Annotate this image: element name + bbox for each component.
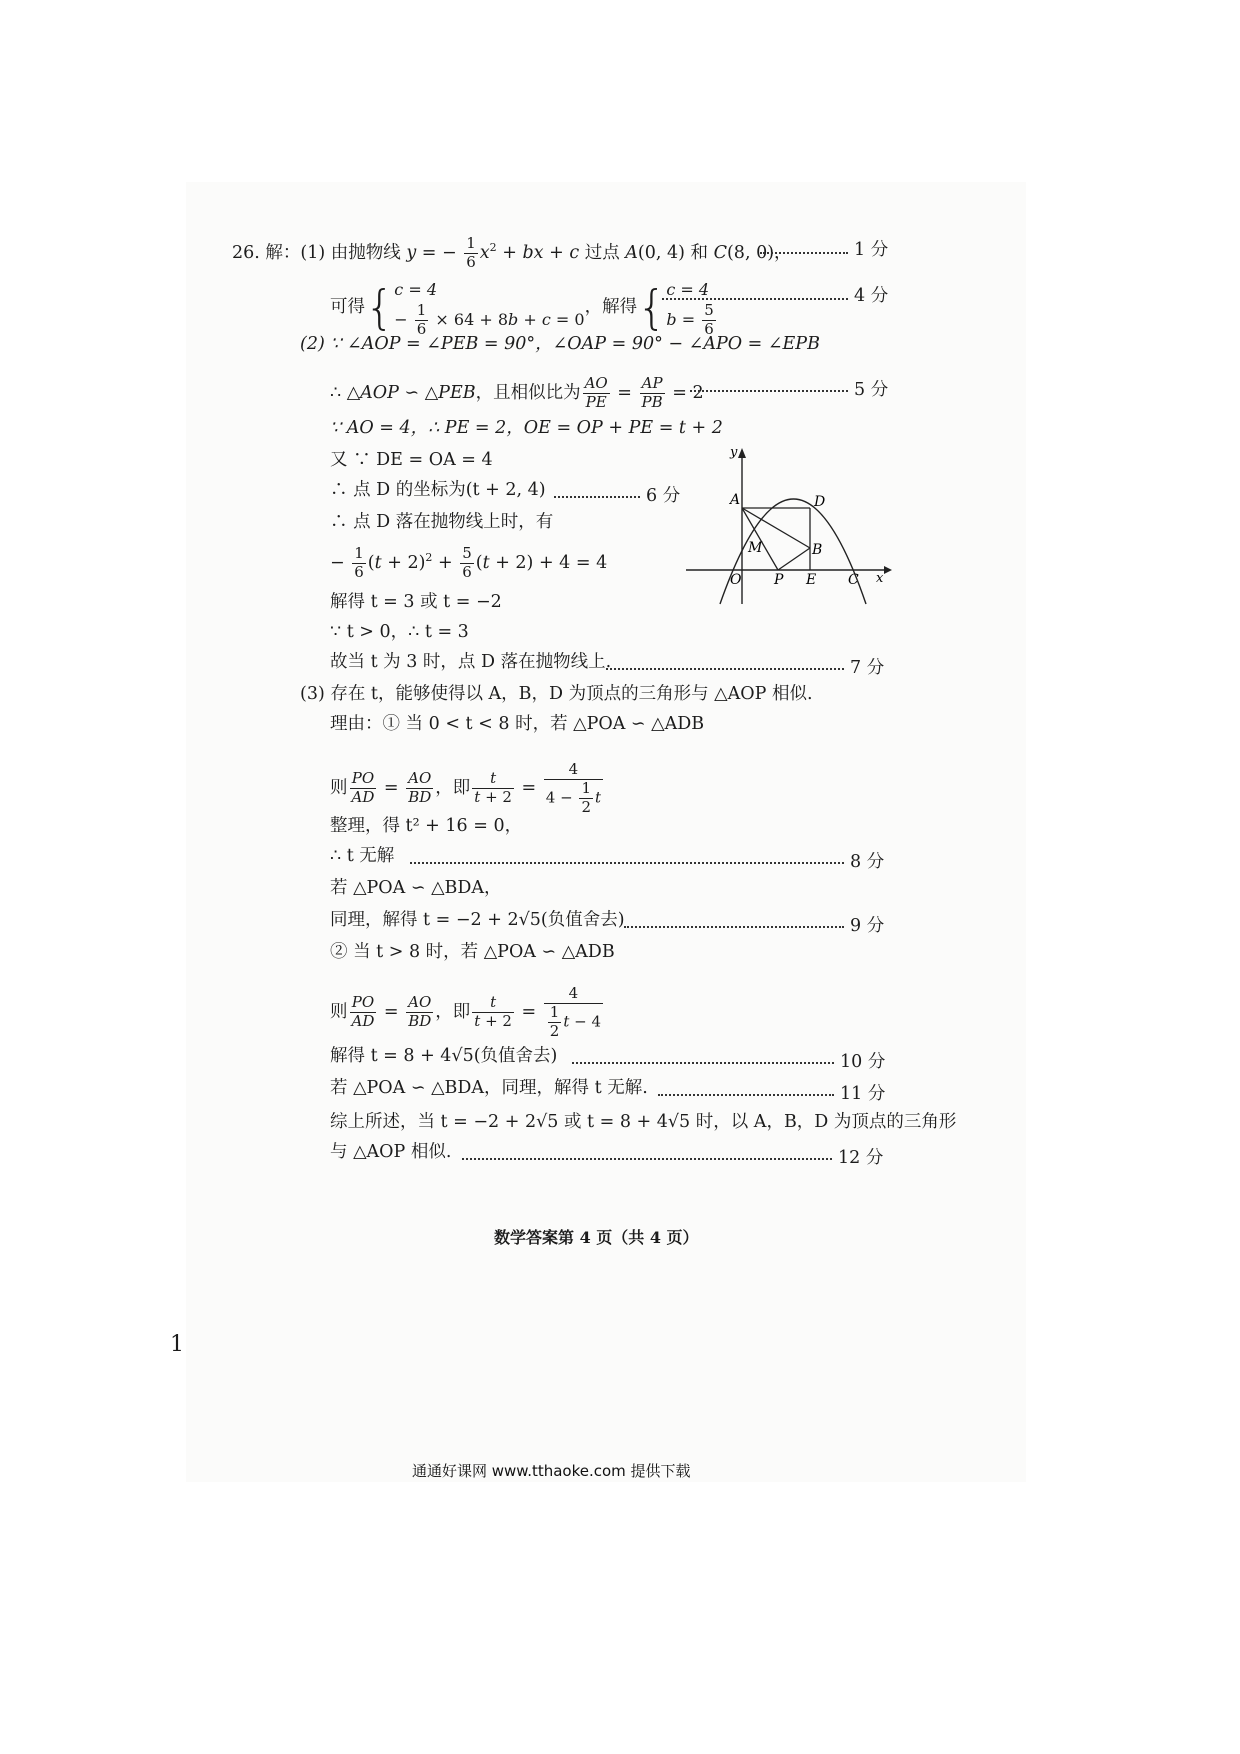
line10: 解得 t = 3 或 t = −2 (330, 592, 502, 612)
source-credit: 通通好课网 www.tthaoke.com 提供下载 (412, 1462, 691, 1480)
line20: ② 当 t > 8 时，若 △POA ∽ △ADB (330, 942, 615, 962)
line17: ∴ t 无解 (330, 846, 395, 866)
x-axis-arrow-icon (884, 566, 892, 574)
page-footer: 数学答案第 4 页（共 4 页） (494, 1228, 699, 1247)
line6: 又 ∵ DE = OA = 4 (330, 450, 493, 470)
dot-leader (760, 252, 848, 254)
score-8: 8 分 (850, 852, 885, 872)
solution-part2-line: (2) ∵ ∠AOP = ∠PEB = 90°，∠OAP = 90° − ∠APO = ∠EPB (300, 334, 820, 354)
dot-leader (658, 1094, 834, 1096)
dot-leader (606, 668, 844, 670)
dot-leader (410, 862, 844, 864)
page-number: 1 (170, 1332, 184, 1357)
parabola-figure (686, 444, 892, 608)
score-11: 11 分 (840, 1084, 886, 1104)
line8: ∴ 点 D 落在抛物线上时，有 (330, 512, 554, 532)
equation-line: − $\frac{1}{6}$ $(t + 2)^2$ + $\frac{5}{6}$ (t + 2) + 4 = 4 (330, 544, 608, 581)
dot-leader (462, 1158, 832, 1160)
line22: 解得 t = 8 + 4√5(负值舍去) (330, 1046, 558, 1066)
score-5: 5 分 (854, 380, 889, 400)
segment-ap (742, 508, 778, 570)
score-4: 4 分 (854, 286, 889, 306)
equation-system-line: 可得{ c = 4 − $\frac{1}{6}$ × 64 + 8b + c = 0 ，解得{ c = 4 b = $\frac{5}{6}$ (330, 278, 718, 337)
line24: 综上所述，当 t = −2 + 2√5 或 t = 8 + 4√5 时，以 A，B，D 为顶点的三角形 (330, 1112, 957, 1132)
score-9: 9 分 (850, 916, 885, 936)
label-m: M (748, 540, 763, 556)
score-6: 6 分 (646, 486, 681, 506)
line11: ∵ t > 0，∴ t = 3 (330, 622, 469, 642)
point-d-line: ∴ 点 D 的坐标为(t + 2, 4) (330, 480, 546, 500)
line5: ∵ AO = 4，∴ PE = 2，OE = OP + PE = t + 2 (330, 418, 723, 438)
dot-leader (690, 390, 848, 392)
system1-eq1: c = 4 (394, 280, 437, 299)
segment-pb (778, 548, 810, 570)
label-e: E (806, 572, 817, 588)
y-axis-arrow-icon (738, 448, 746, 458)
line23: 若 △POA ∽ △BDA，同理，解得 t 无解. (330, 1078, 648, 1098)
ratio-line-1: 则 $\frac{PO}{AD}$ = $\frac{AO}{BD}$ ，即 $\frac{t}{t + 2}$ = 4 4 − $\frac{1}{2}$ t (330, 760, 602, 816)
score-12: 12 分 (838, 1148, 884, 1168)
label-d: D (814, 494, 826, 510)
line19: 同理，解得 t = −2 + 2√5(负值舍去) (330, 910, 625, 930)
label-y: y (730, 445, 738, 460)
label-x: x (876, 571, 884, 586)
label-a: A (730, 492, 741, 508)
dot-leader (572, 1062, 834, 1064)
line14: 理由：① 当 0 < t < 8 时，若 △POA ∽ △ADB (330, 714, 705, 734)
label-p: P (774, 572, 784, 588)
label-o: O (730, 572, 742, 588)
score-1: 1 分 (854, 240, 889, 260)
solution-part3-line: (3) 存在 t，能够使得以 A，B，D 为顶点的三角形与 △AOP 相似. (300, 684, 813, 704)
ratio-line-2: 则 $\frac{PO}{AD}$ = $\frac{AO}{BD}$ ，即 $\frac{t}{t + 2}$ = 4 $\frac{1}{2}$ t − 4 (330, 984, 602, 1040)
label-b: B (812, 542, 823, 558)
dot-leader (554, 496, 640, 498)
line25: 与 △AOP 相似. (330, 1142, 452, 1162)
dot-leader (624, 926, 844, 928)
score-10: 10 分 (840, 1052, 886, 1072)
label-c: C (848, 572, 859, 588)
line16: 整理，得 t² + 16 = 0， (330, 816, 523, 836)
line18: 若 △POA ∽ △BDA， (330, 878, 502, 898)
dot-leader (662, 298, 848, 300)
line12: 故当 t 为 3 时，点 D 落在抛物线上. (330, 652, 612, 672)
similarity-line: ∴ △AOP ∽ △PEB，且相似比为 $\frac{AO}{PE}$ = $\frac{AP}{PB}$ = 2 (330, 374, 704, 411)
line2-pre: 可得 (330, 297, 365, 318)
solution-part1-line: 26. 解：(1) 由抛物线 y = − $\frac{1}{6}$ $x^2$ + bx + c 过点 A(0, 4) 和 C(8, 0)， (232, 234, 792, 271)
score-7: 7 分 (850, 658, 885, 678)
line2-mid: ，解得 (584, 297, 638, 318)
system2-eq1: c = 4 (666, 280, 710, 299)
